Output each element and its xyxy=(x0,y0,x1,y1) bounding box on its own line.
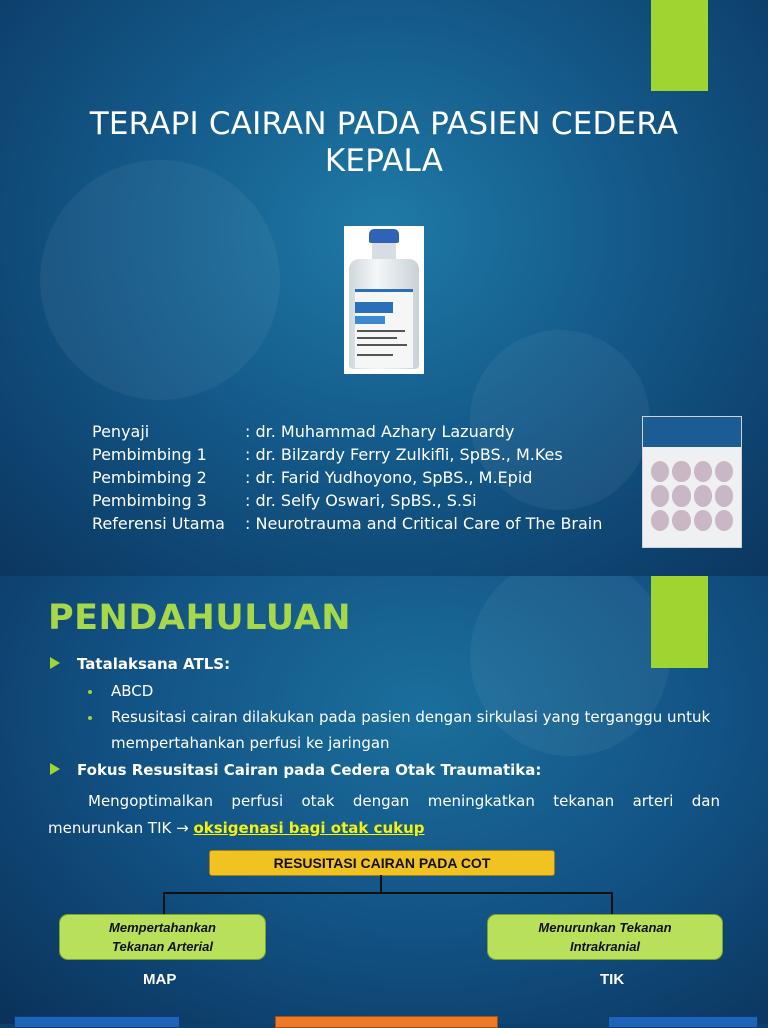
sub-bullet-resuscitation-line1: Resusitasi cairan dilakukan pada pasien dengan sirkulasi yang terganggu untuk xyxy=(111,708,711,726)
section-heading: PENDAHULUAN xyxy=(48,598,351,638)
info-row-supervisor-3 xyxy=(92,489,602,512)
info-row-supervisor-2 xyxy=(92,466,602,489)
oxygenation-link[interactable]: oksigenasi bagi otak cukup xyxy=(193,819,425,837)
bullet-arrow-icon xyxy=(50,657,60,669)
info-value: : dr. Farid Yudhoyono, SpBS., M.Epid xyxy=(245,468,533,487)
info-value: : dr. Muhammad Azhary Lazuardy xyxy=(245,422,515,441)
tik-label: TIK xyxy=(600,971,625,988)
diagram-box-intracranial xyxy=(487,914,723,960)
diagram-root-box: RESUSITASI CAIRAN PADA COT xyxy=(209,850,555,876)
diagram-bottom-box-center xyxy=(275,1016,498,1028)
bottle-label-line xyxy=(357,337,397,339)
sub-bullet-abcd: ABCD xyxy=(111,682,154,700)
bullet-arrow-icon xyxy=(50,763,60,775)
info-key: Pembimbing 1 xyxy=(92,445,207,464)
bullet-dot-icon xyxy=(88,690,92,694)
diagram-bottom-box-right xyxy=(608,1016,758,1028)
diagram-connector xyxy=(163,892,613,894)
info-key: Pembimbing 2 xyxy=(92,468,207,487)
map-label: MAP xyxy=(143,971,177,988)
diagram-box-text: Intrakranial xyxy=(569,939,641,954)
accent-bar xyxy=(651,576,708,668)
info-row-reference xyxy=(92,512,602,535)
slide-title: TERAPI CAIRAN PADA PASIEN CEDERA KEPALA xyxy=(89,106,679,179)
sub-bullet-resuscitation-line2: mempertahankan perfusi ke jaringan xyxy=(111,734,390,752)
diagram-box-text: Mempertahankan xyxy=(109,920,216,935)
bottle-label xyxy=(355,289,413,368)
diagram-connector xyxy=(380,875,382,893)
background-glow xyxy=(470,576,670,756)
info-key: Penyaji xyxy=(92,422,150,441)
diagram-connector xyxy=(611,892,613,914)
diagram-connector xyxy=(163,892,165,914)
bullet-atls: Tatalaksana ATLS: xyxy=(77,655,231,673)
mannitol-bottle-image xyxy=(344,226,424,374)
bullet-focus: Fokus Resusitasi Cairan pada Cedera Otak Traumatika: xyxy=(77,761,542,779)
bottle-label-line xyxy=(357,330,405,332)
book-cover-brain-images xyxy=(651,461,733,531)
bullet-dot-icon xyxy=(88,716,92,720)
info-value: : dr. Bilzardy Ferry Zulkifli, SpBS., M.Kes xyxy=(245,445,563,464)
bottle-label-line xyxy=(357,354,393,356)
book-cover-header xyxy=(643,417,741,447)
info-key: Pembimbing 3 xyxy=(92,491,207,510)
book-cover-image xyxy=(642,416,742,548)
diagram-bottom-box-left xyxy=(14,1016,180,1028)
bottle-label-band xyxy=(355,302,393,313)
info-row-presenter xyxy=(92,420,602,443)
info-row-supervisor-1 xyxy=(92,443,602,466)
info-value: : dr. Selfy Oswari, SpBS., S.Si xyxy=(245,491,477,510)
bottle-body xyxy=(349,259,419,369)
diagram-box-text: Menurunkan Tekanan xyxy=(538,920,672,935)
diagram-box-text: Tekanan Arterial xyxy=(112,939,213,954)
accent-bar xyxy=(651,0,708,91)
focus-paragraph xyxy=(48,788,720,842)
background-glow xyxy=(40,160,280,400)
diagram-box-arterial xyxy=(59,914,266,960)
info-key: Referensi Utama xyxy=(92,514,225,533)
bottle-label-band xyxy=(355,316,385,324)
presenter-info xyxy=(92,420,602,535)
bottle-label-line xyxy=(357,344,407,346)
bottle-cap xyxy=(369,229,399,243)
info-value: : Neurotrauma and Critical Care of The Brain xyxy=(245,514,603,533)
focus-paragraph-text: Mengoptimalkan perfusi otak dengan meningkatkan tekanan arteri dan menurunkan TIK → xyxy=(48,792,720,837)
